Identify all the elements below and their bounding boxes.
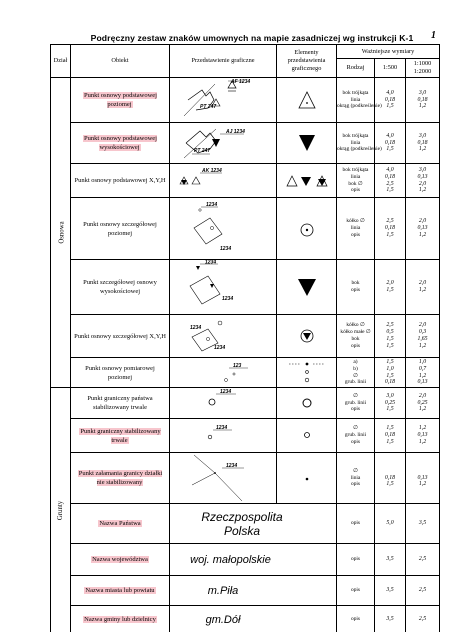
object-name: Punkt osnowy pomiarowej poziomej (71, 358, 170, 388)
point-label: AF 1234 (231, 79, 251, 85)
table-row (51, 388, 440, 419)
graphic-elements (277, 198, 337, 260)
header-obiekt: Obiekt (71, 45, 170, 78)
point-label: PT 247 (194, 148, 211, 154)
dimension-type: bok opis (337, 260, 375, 315)
point-label: 1234 (205, 260, 217, 266)
table-row (51, 576, 440, 606)
point-label: 1234 (220, 389, 232, 395)
point-label: 1234 (222, 296, 234, 302)
state-boundary-point-symbol (170, 388, 277, 418)
object-name: Punkt osnowy szczegółowej poziomej (71, 198, 170, 260)
values-1000: 3,5 (406, 504, 440, 544)
table-row (51, 606, 440, 632)
object-name: Punkt graniczny stabilizowany trwale (71, 419, 170, 453)
detailed-xyh-point-symbol (170, 315, 277, 357)
table-row (51, 260, 440, 315)
circle-with-triangle-icon (277, 315, 337, 357)
header-przedstawienie: Przedstawienie graficzne (170, 45, 277, 78)
values-500: 1,5 1,0 1,5 0,18 (375, 358, 406, 388)
graphic-representation (170, 419, 277, 453)
thick-circle-icon (277, 388, 337, 418)
horizontal-control-point-symbol (170, 78, 277, 122)
values-1000: 2,0 0,25 1,2 (406, 388, 440, 419)
table-row (51, 544, 440, 576)
values-500: 4,0 0,18 1,5 (375, 123, 406, 164)
filled-triangle-down-icon (277, 260, 337, 314)
object-name: Punkt załamania granicy działki nie stabilizowany (71, 453, 170, 504)
point-label: AJ 1234 (226, 129, 245, 135)
measurement-point-symbol (170, 358, 277, 387)
values-500: 2,0 1,5 (375, 260, 406, 315)
graphic-representation (170, 260, 277, 315)
measurement-elements-icon (277, 358, 337, 387)
graphic-elements (277, 358, 337, 388)
graphic-elements (277, 123, 337, 164)
circle-with-dot-icon (277, 198, 337, 259)
values-500: 1,5 0,18 1,5 (375, 419, 406, 453)
dimension-type: a) b) ∅ grub. linii (337, 358, 375, 388)
point-label: 1234 (216, 425, 228, 431)
break-point-symbol (170, 453, 277, 503)
point-label: 1234 (220, 246, 232, 252)
dimension-type: ∅ grub. linii opis (337, 388, 375, 419)
object-name: Nazwa Państwa (71, 504, 170, 544)
symbols-table (50, 44, 440, 632)
dimension-type: ∅ linia opis (337, 453, 375, 504)
header-scale-1000-2000: 1:1000 1:2000 (406, 59, 440, 78)
object-name: Nazwa województwa (71, 544, 170, 576)
boundary-point-symbol (170, 419, 277, 452)
table-row (51, 504, 440, 544)
detailed-vertical-point-symbol (170, 260, 277, 314)
vertical-control-point-symbol (170, 123, 277, 163)
triangle-with-dot-icon (277, 78, 337, 122)
graphic-elements (277, 388, 337, 419)
values-500: 4,0 0,18 2,5 1,5 (375, 164, 406, 198)
object-name: Punkt osnowy podstawowej wysokościowej (71, 123, 170, 164)
dimension-type: bok trójkąta linia okrąg (podkreślenie) (337, 123, 375, 164)
header-elementy: Elementy przedstawienia graficznego (277, 45, 337, 78)
values-1000: 1,0 0,7 1,2 0,13 (406, 358, 440, 388)
object-name: Nazwa gminy lub dzielnicy (71, 606, 170, 632)
table-row (51, 123, 440, 164)
point-label: 1234 (226, 463, 238, 469)
table-row (51, 453, 440, 504)
values-500: 3,5 (375, 576, 406, 606)
filled-triangle-down-icon (277, 123, 337, 163)
object-name: Nazwa miasta lub powiatu (71, 576, 170, 606)
graphic-elements (277, 453, 337, 504)
graphic-elements (277, 315, 337, 358)
values-1000: 3,0 0,13 2,0 1,2 (406, 164, 440, 198)
table-row (51, 315, 440, 358)
graphic-elements (277, 164, 337, 198)
graphic-representation (170, 198, 277, 260)
graphic-representation (170, 123, 277, 164)
table-row (51, 164, 440, 198)
sample-lettering: m.Piła (170, 576, 337, 606)
graphic-representation (170, 78, 277, 123)
dot-icon (277, 453, 337, 503)
values-1000: 2,0 0,3 1,65 1,2 (406, 315, 440, 358)
graphic-elements (277, 419, 337, 453)
values-1000: 1,2 0,13 1,2 (406, 419, 440, 453)
small-circle-icon (277, 419, 337, 452)
point-label: 123 (233, 363, 242, 369)
object-name: Punkt graniczny państwa stabilizowany trwale (71, 388, 170, 419)
dimension-type: kółko ∅ linia opis (337, 198, 375, 260)
header-rodzaj: Rodzaj (337, 59, 375, 78)
dimension-type: bok trójkąta linia bok ∅ opis (337, 164, 375, 198)
graphic-representation (170, 315, 277, 358)
graphic-representation (170, 453, 277, 504)
xyh-elements-icon (277, 164, 337, 197)
header-wymiary: Ważniejsze wymiary (337, 45, 440, 59)
table-row (51, 198, 440, 260)
values-1000: 2,5 (406, 576, 440, 606)
values-1000: 3,0 0,18 1,2 (406, 78, 440, 123)
header-scale-500: 1:500 (375, 59, 406, 78)
header-row (51, 45, 440, 59)
dimension-type: kółko ∅ kółko małe ∅ bok opis (337, 315, 375, 358)
header-dzial: Dział (51, 45, 71, 78)
values-500: 4,0 0,18 1,5 (375, 78, 406, 123)
sample-lettering: gm.Dół (170, 606, 337, 632)
group-osnowa (51, 78, 71, 388)
group-grunty (51, 388, 71, 632)
dimension-type: opis (337, 606, 375, 632)
point-label: PT 247 (200, 104, 217, 110)
graphic-elements (277, 260, 337, 315)
values-500: 3,5 (375, 544, 406, 576)
xyh-control-point-symbol (170, 164, 277, 197)
table-row (51, 358, 440, 388)
page-title: Podręczny zestaw znaków umownych na mapie zasadniczej wg instrukcji K-1 (90, 33, 414, 43)
values-1000: 2,0 1,2 (406, 260, 440, 315)
values-1000: 3,0 0,18 1,2 (406, 123, 440, 164)
point-label: 1234 (214, 345, 226, 351)
detailed-horizontal-point-symbol (170, 198, 277, 259)
values-500: 3,5 (375, 606, 406, 632)
table-row (51, 419, 440, 453)
sample-lettering: Rzeczpospolita Polska (170, 504, 337, 544)
dimension-type: opis (337, 544, 375, 576)
point-label: 1234 (206, 202, 218, 208)
sample-lettering: woj. małopolskie (170, 544, 337, 576)
values-500: 2,5 0,5 1,5 1,5 (375, 315, 406, 358)
values-500: 2,5 0,18 1,5 (375, 198, 406, 260)
graphic-representation (170, 388, 277, 419)
group-label: Osnowa (58, 221, 66, 244)
object-name: Punkt osnowy podstawowej X,Y,H (71, 164, 170, 198)
dimension-type: bok trójkąta linia okrąg (podkreślenie) (337, 78, 375, 123)
group-label: Grunty (57, 500, 65, 521)
dimension-type: opis (337, 504, 375, 544)
table-row (51, 78, 440, 123)
page-number: 1 (431, 30, 436, 41)
graphic-representation (170, 358, 277, 388)
values-1000: 0,13 1,2 (406, 453, 440, 504)
values-500: 0,18 1,5 (375, 453, 406, 504)
dimension-type: ∅ grub. linii opis (337, 419, 375, 453)
object-name: Punkt osnowy szczegółowej X,Y,H (71, 315, 170, 358)
values-1000: 2,5 (406, 606, 440, 632)
values-500: 5,0 (375, 504, 406, 544)
values-1000: 2,5 (406, 544, 440, 576)
point-label: 1234 (190, 325, 202, 331)
values-500: 3,0 0,25 1,5 (375, 388, 406, 419)
point-label: AK 1234 (202, 168, 222, 174)
graphic-elements (277, 78, 337, 123)
object-name: Punkt szczegółowej osnowy wysokościowej (71, 260, 170, 315)
values-1000: 2,0 0,13 1,2 (406, 198, 440, 260)
object-name: Punkt osnowy podstawowej poziomej (71, 78, 170, 123)
dimension-type: opis (337, 576, 375, 606)
graphic-representation (170, 164, 277, 198)
